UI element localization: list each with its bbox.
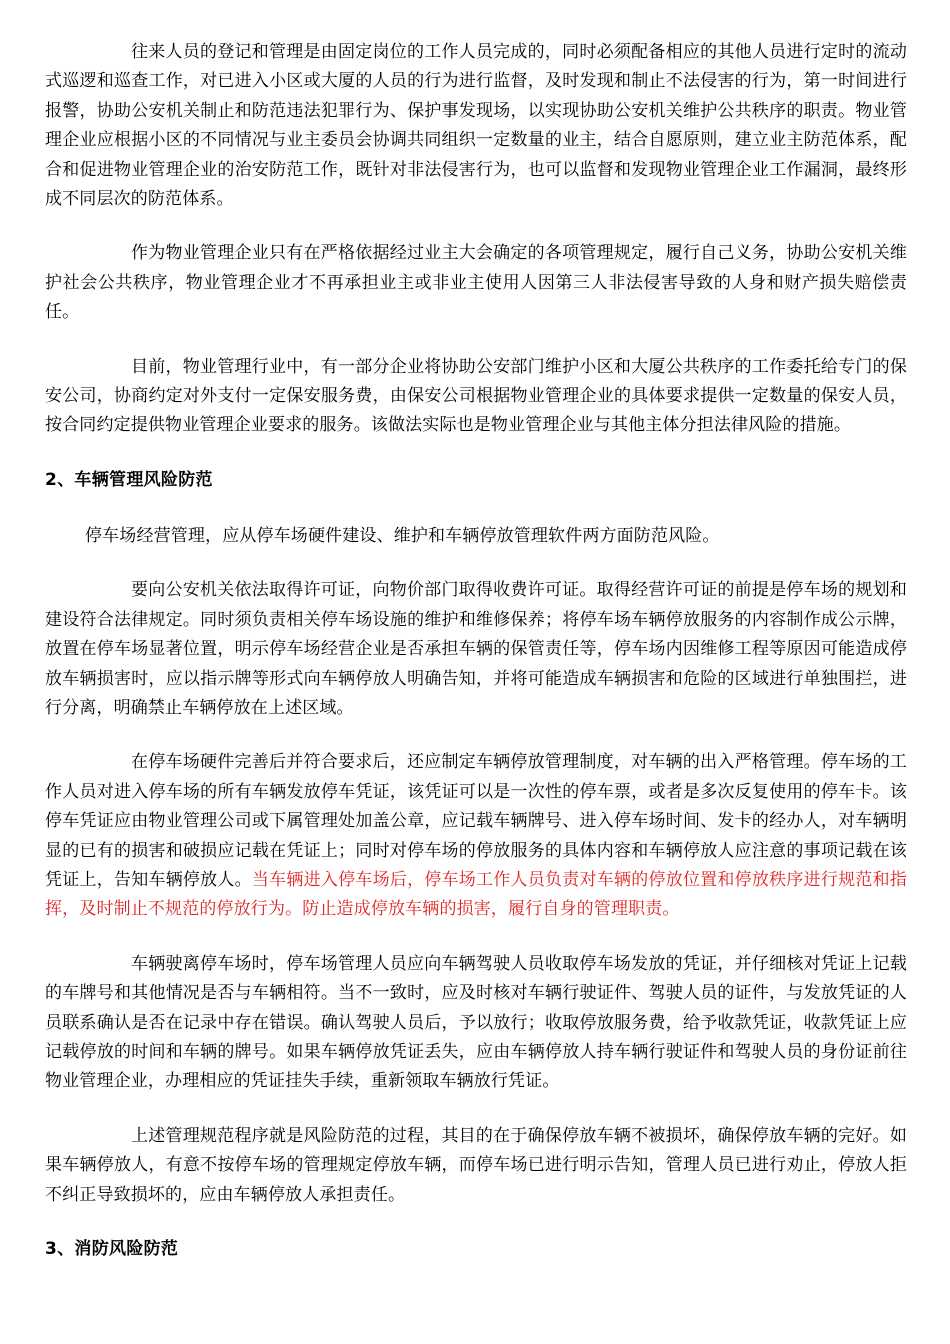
parking-management-text: 在停车场硬件完善后并符合要求后，还应制定车辆停放管理制度，对车辆的出入严格管理。停车场的工作人员对进入停车场的所有车辆发放停车凭证，该凭证可以是一次性的停车票，或者是多次反复使用的停车卡。该停车凭证应由物业管理公司或下属管理处加盖公章，应记载车辆牌号、进入停车场时间、发卡的经办人，对车辆明显的已有的损害和破损应记载在凭证上；同时对停车场的停放服务的具体内容和车辆停放人应注意的事项记载在该凭证上，告知车辆停放人。	[45, 752, 907, 890]
paragraph-visitor-management: 往来人员的登记和管理是由固定岗位的工作人员完成的，同时必须配备相应的其他人员进行定时的流动式巡逻和巡查工作，对已进入小区或大厦的人员的行为进行监督，及时发现和制止不法侵害的行为，第一时间进行报警，协助公安机关制止和防范违法犯罪行为、保护事发现场，以实现协助公安机关维护公共秩序的职责。物业管理企业应根据小区的不同情况与业主委员会协调共同组织一定数量的业主，结合自愿原则，建立业主防范体系，配合和促进物业管理企业的治安防范工作，既针对非法侵害行为，也可以监督和发现物业管理企业工作漏洞，最终形成不同层次的防范体系。	[45, 42, 907, 210]
paragraph-liability-conditions: 作为物业管理企业只有在严格依据经过业主大会确定的各项管理规定，履行自己义务，协助公安机关维护社会公共秩序，物业管理企业才不再承担业主或非业主使用人因第三人非法侵害导致的人身和财产损失赔偿责任。	[45, 243, 907, 323]
section-heading-fire-risk: 3、消防风险防范	[45, 1239, 179, 1259]
paragraph-parking-permits: 要向公安机关依法取得许可证，向物价部门取得收费许可证。取得经营许可证的前提是停车场的规划和建设符合法律规定。同时须负责相关停车场设施的维护和维修保养；将停车场车辆停放服务的内容制作成公示牌，放置在停车场显著位置，明示停车场经营企业是否承担车辆的保管责任等，停车场内因维修工程等原因可能造成停放车辆损害时，应以指示牌等形式向车辆停放人明确告知，并将可能造成车辆损害和危险的区域进行单独围拦，进行分离，明确禁止车辆停放在上述区域。	[45, 580, 907, 718]
section-heading-vehicle-risk: 2、车辆管理风险防范	[45, 469, 213, 490]
paragraph-security-outsourcing: 目前，物业管理行业中，有一部分企业将协助公安部门维护小区和大厦公共秩序的工作委托给专门的保安公司，协商约定对外支付一定保安服务费，由保安公司根据物业管理企业的具体要求提供一定数量的保安人员，按合同约定提供物业管理企业要求的服务。该做法实际也是物业管理企业与其他主体分担法律风险的措施。	[45, 356, 907, 436]
document-page	[45, 38, 907, 1291]
paragraph-vehicle-exit: 车辆驶离停车场时，停车场管理人员应向车辆驾驶人员收取停车场发放的凭证，并仔细核对凭证上记载的车牌号和其他情况是否与车辆相符。当不一致时，应及时核对车辆行驶证件、驾驶人员的证件，与发放凭证的人员联系确认是否在记录中存在错误。确认驾驶人员后，予以放行；收取停放服务费，给予收款凭证，收款凭证上应记载停放的时间和车辆的牌号。如果车辆停放凭证丢失，应由车辆停放人持车辆行驶证件和驾驶人员的身份证前往物业管理企业，办理相应的凭证挂失手续，重新领取车辆放行凭证。	[45, 953, 907, 1092]
paragraph-parking-overview: 停车场经营管理，应从停车场硬件建设、维护和车辆停放管理软件两方面防范风险。	[85, 525, 720, 546]
paragraph-risk-prevention-summary: 上述管理规范程序就是风险防范的过程，其目的在于确保停放车辆不被损坏，确保停放车辆的完好。如果车辆停放人，有意不按停车场的管理规定停放车辆，而停车场已进行明示告知，管理人员已进行劝止，停放人拒不纠正导致损坏的，应由车辆停放人承担责任。	[45, 1125, 907, 1205]
paragraph-parking-management-system	[45, 748, 907, 924]
highlighted-text: 当车辆进入停车场后，停车场工作人员负责对车辆的停放位置和停放秩序进行规范和指挥，及时制止不规范的停放行为。防止造成停放车辆的损害，履行自身的管理职责。	[45, 869, 907, 920]
